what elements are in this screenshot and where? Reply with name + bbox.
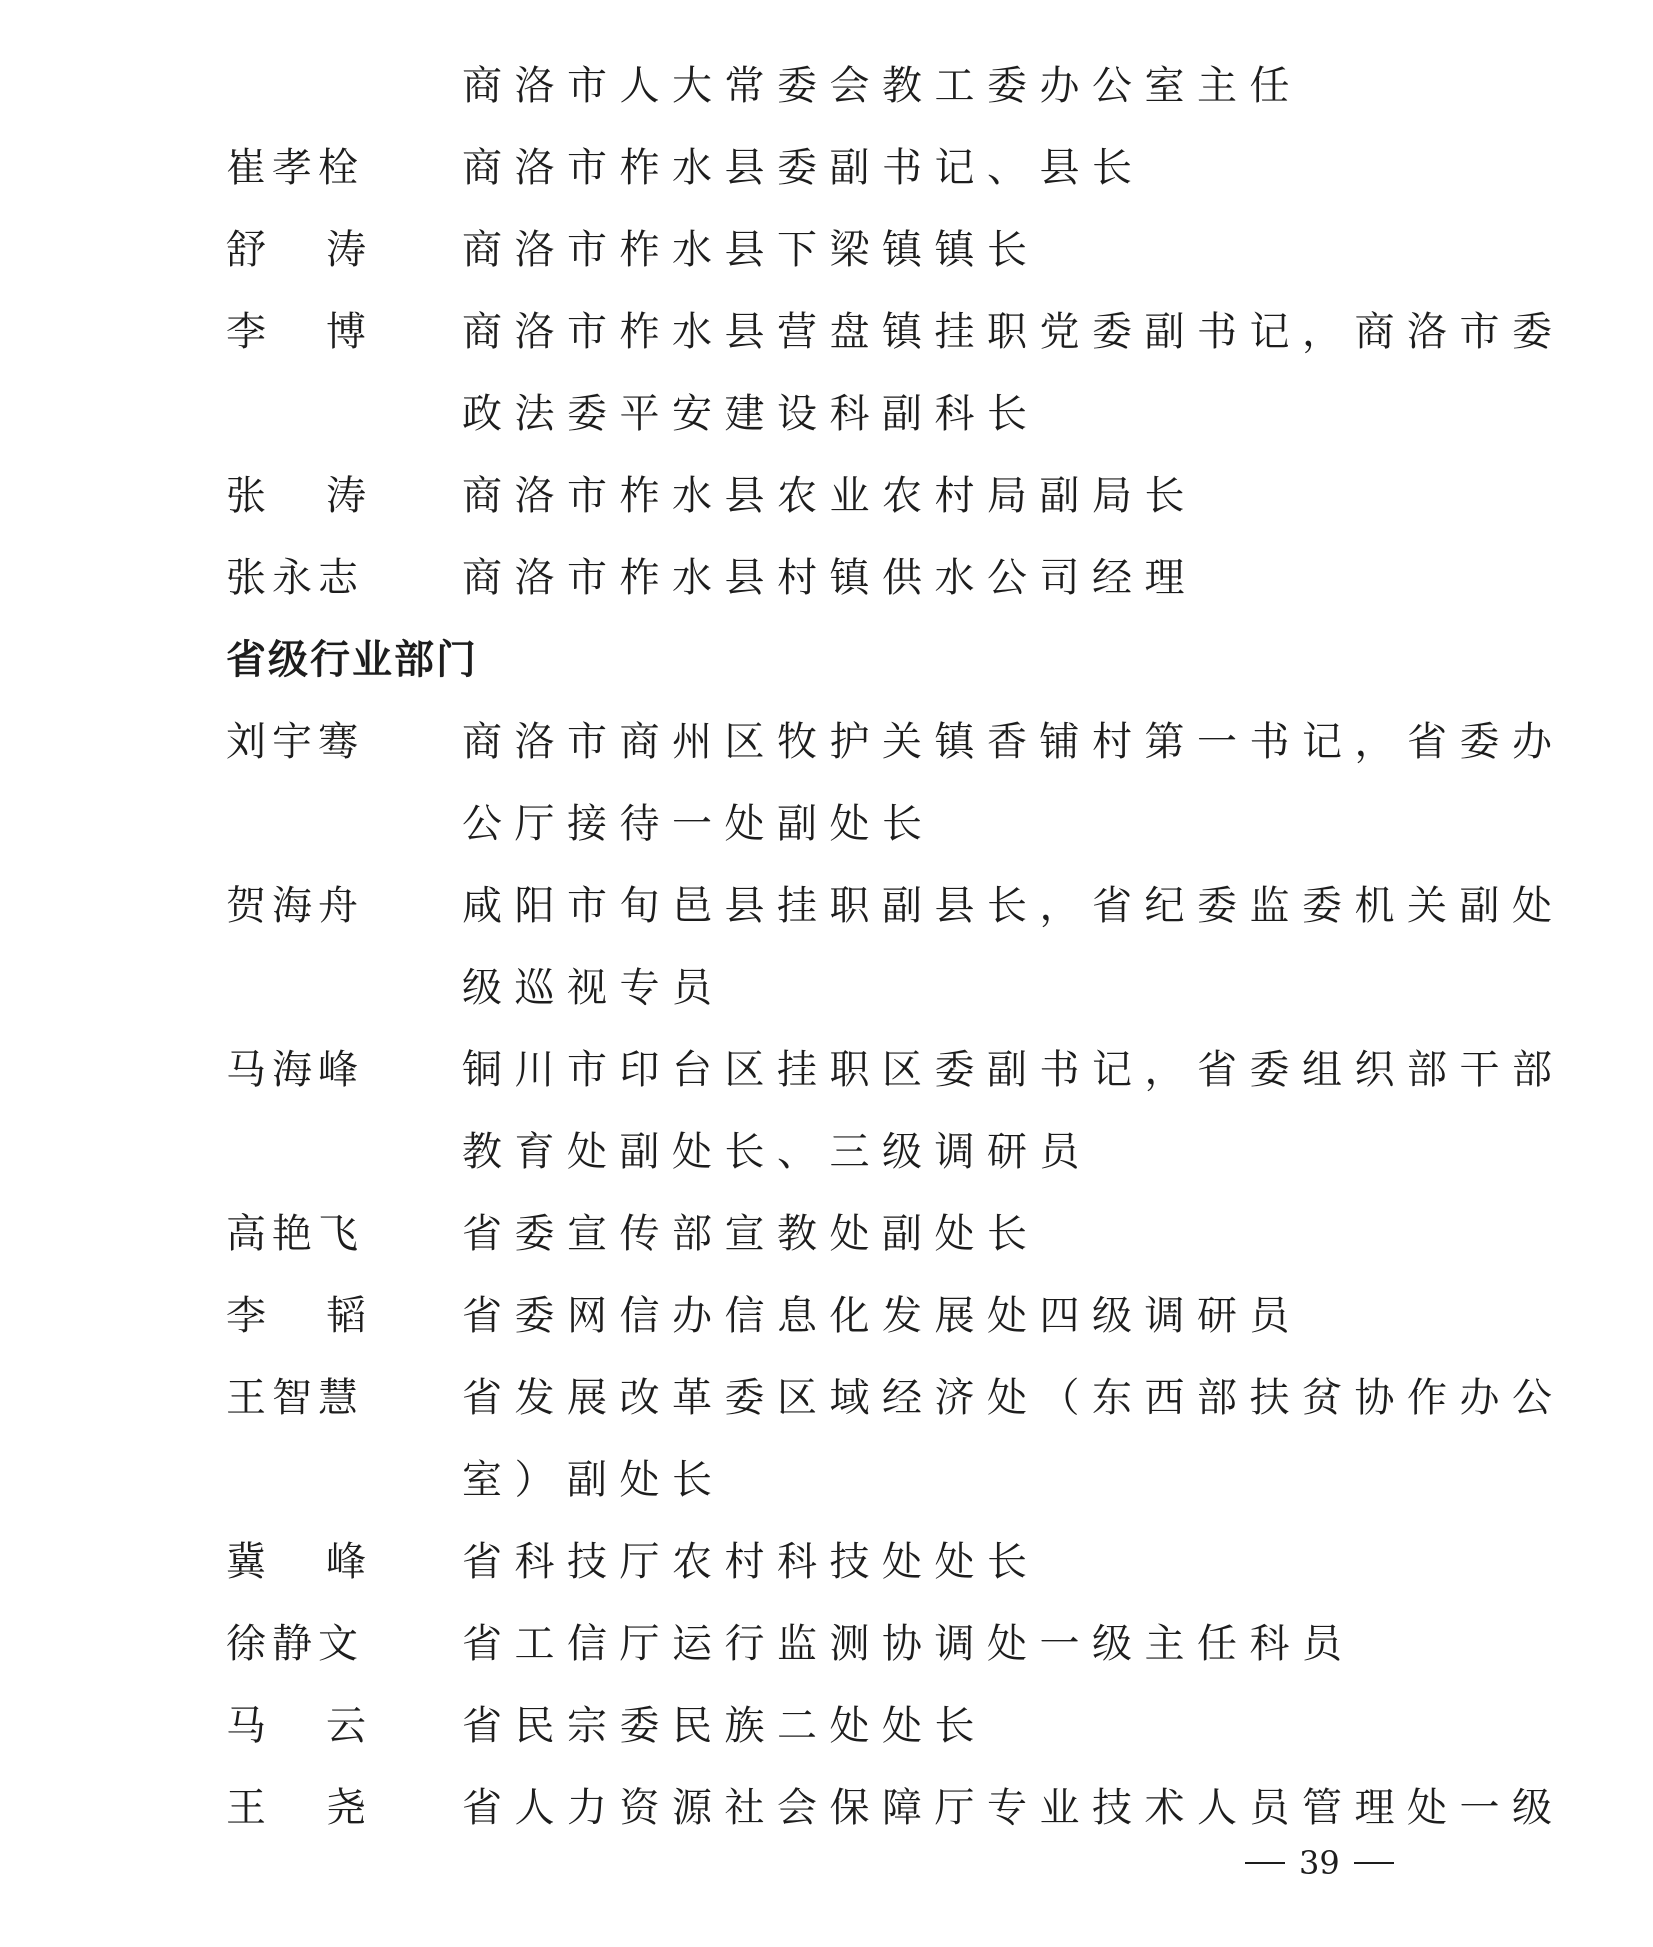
job-title-line: 铜川市印台区挂职区委副书记，省委组织部干部 (462, 1047, 1565, 1093)
job-title-line: 省科技厅农村科技处处长 (462, 1539, 1040, 1585)
name-part: 尧 (326, 1785, 366, 1831)
job-title-line: 商洛市柞水县营盘镇挂职党委副书记，商洛市委 (462, 309, 1565, 355)
name-part: 张永志 (226, 555, 364, 601)
name-part: 冀 (226, 1539, 266, 1585)
person-name (226, 1785, 366, 1831)
job-title-line: 省发展改革委区域经济处（东西部扶贫协作办公 (462, 1375, 1565, 1421)
job-title-line: 商洛市柞水县委副书记、县长 (462, 145, 1145, 191)
name-part: 峰 (326, 1539, 366, 1585)
name-part: 刘宇骞 (226, 719, 364, 765)
job-title-line: 公厅接待一处副处长 (462, 801, 935, 847)
person-name (226, 1047, 366, 1093)
name-part: 马 (226, 1703, 266, 1749)
job-title-line: 政法委平安建设科副科长 (462, 391, 1040, 437)
name-part: 徐静文 (226, 1621, 364, 1667)
person-name (226, 473, 366, 519)
name-part: 韬 (326, 1293, 366, 1339)
person-name (226, 1375, 366, 1421)
name-part: 涛 (326, 227, 366, 273)
person-name (226, 1539, 366, 1585)
job-title-line: 省委宣传部宣教处副处长 (462, 1211, 1040, 1257)
job-title-line: 级巡视专员 (462, 965, 725, 1011)
name-part: 涛 (326, 473, 366, 519)
section-heading: 省级行业部门 (226, 637, 478, 683)
page-number-footer (1245, 1844, 1415, 1882)
person-name (226, 1703, 366, 1749)
job-title-line: 商洛市柞水县下梁镇镇长 (462, 227, 1040, 273)
dash-left (1245, 1862, 1285, 1864)
name-part: 张 (226, 473, 266, 519)
job-title-line: 商洛市柞水县村镇供水公司经理 (462, 555, 1197, 601)
dash-right (1354, 1862, 1394, 1864)
person-name (226, 1293, 366, 1339)
job-title-line: 咸阳市旬邑县挂职副县长，省纪委监委机关副处 (462, 883, 1565, 929)
job-title-line: 省民宗委民族二处处长 (462, 1703, 987, 1749)
job-title-line: 省工信厅运行监测协调处一级主任科员 (462, 1621, 1355, 1667)
name-part: 李 (226, 309, 266, 355)
job-title-line: 商洛市商州区牧护关镇香铺村第一书记，省委办 (462, 719, 1565, 765)
job-title-line: 省委网信办信息化发展处四级调研员 (462, 1293, 1302, 1339)
name-part: 李 (226, 1293, 266, 1339)
name-part: 云 (326, 1703, 366, 1749)
person-name (226, 555, 366, 601)
person-name (226, 145, 366, 191)
name-part: 马海峰 (226, 1047, 364, 1093)
name-part: 博 (326, 309, 366, 355)
name-part: 高艳飞 (226, 1211, 364, 1257)
person-name (226, 883, 366, 929)
person-name (226, 309, 366, 355)
name-part: 崔孝栓 (226, 145, 364, 191)
continuation-title-line: 商洛市人大常委会教工委办公室主任 (462, 63, 1302, 109)
name-part: 王智慧 (226, 1375, 364, 1421)
person-name (226, 227, 366, 273)
page-number: 39 (1299, 1844, 1340, 1882)
person-name (226, 1211, 366, 1257)
job-title-line: 商洛市柞水县农业农村局副局长 (462, 473, 1197, 519)
name-part: 舒 (226, 227, 266, 273)
person-name (226, 719, 366, 765)
job-title-line: 省人力资源社会保障厅专业技术人员管理处一级 (462, 1785, 1565, 1831)
job-title-line: 教育处副处长、三级调研员 (462, 1129, 1092, 1175)
name-part: 王 (226, 1785, 266, 1831)
name-part: 贺海舟 (226, 883, 364, 929)
person-name (226, 1621, 366, 1667)
job-title-line: 室）副处长 (462, 1457, 725, 1503)
